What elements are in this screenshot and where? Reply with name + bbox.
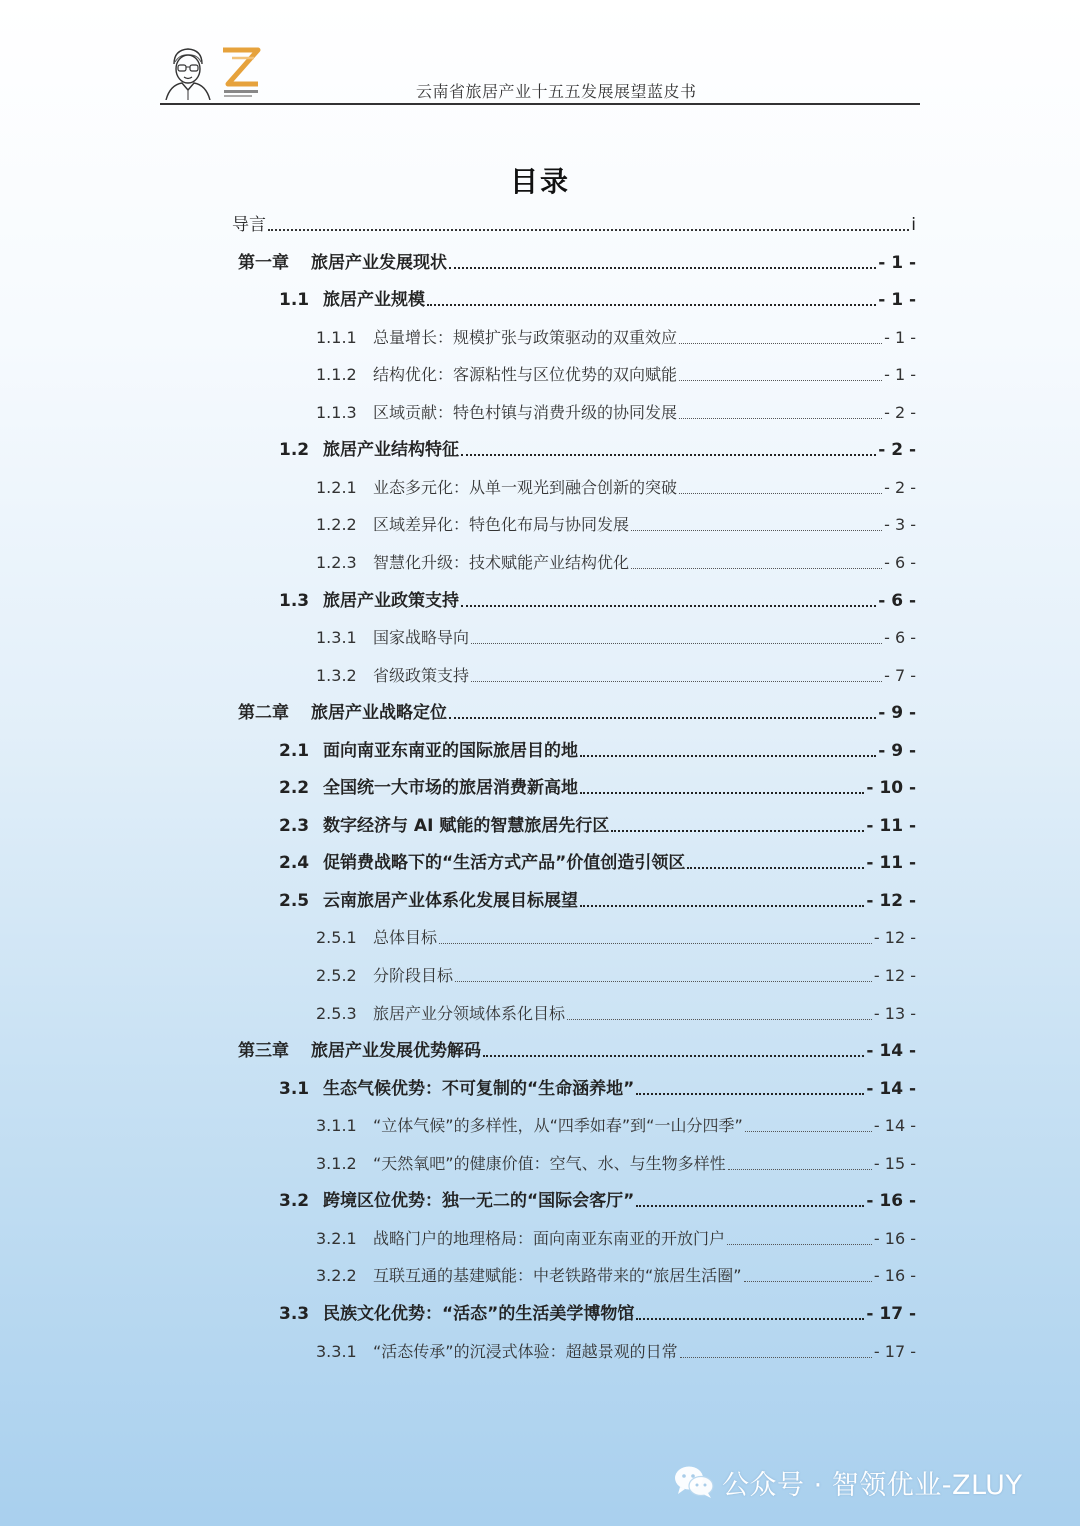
toc-subsection-entry[interactable] bbox=[316, 625, 916, 651]
toc-entry-page: - 1 - bbox=[878, 253, 916, 273]
author-portrait-icon bbox=[162, 44, 214, 100]
toc-dot-leader bbox=[471, 680, 882, 682]
toc-subsection-entry[interactable] bbox=[316, 1263, 916, 1289]
toc-entry-title: 旅居产业政策支持 bbox=[323, 591, 459, 611]
toc-dot-leader bbox=[745, 1130, 872, 1132]
toc-entry-page: - 16 - bbox=[873, 1266, 916, 1285]
toc-entry-title: 总量增长：规模扩张与政策驱动的双重效应 bbox=[373, 328, 678, 347]
toc-entry-page: - 12 - bbox=[873, 928, 916, 947]
toc-entry-page: - 14 - bbox=[873, 1116, 916, 1135]
toc-entry-page: - 1 - bbox=[884, 328, 916, 347]
toc-dot-leader bbox=[636, 1317, 864, 1320]
toc-subsection-entry[interactable] bbox=[316, 362, 916, 388]
toc-entry-page: - 11 - bbox=[866, 853, 916, 873]
toc-entry-title: 区域差异化：特色化布局与协同发展 bbox=[373, 515, 630, 534]
toc-entry-number: 1.3.1 bbox=[316, 628, 357, 647]
toc-dot-leader bbox=[679, 342, 882, 344]
toc-section-entry[interactable] bbox=[279, 1188, 916, 1214]
toc-chapter-entry[interactable] bbox=[238, 250, 916, 276]
toc-dot-leader bbox=[580, 754, 876, 757]
watermark-text: 公众号 · 智领优业-ZLUY bbox=[722, 1469, 1023, 1501]
toc-section-entry[interactable] bbox=[279, 813, 916, 839]
toc-entry-title: 分阶段目标 bbox=[373, 966, 454, 985]
toc-entry-number: 2.5.3 bbox=[316, 1004, 357, 1023]
toc-entry-number: 3.2 bbox=[279, 1191, 310, 1211]
toc-entry-page: - 1 - bbox=[878, 290, 916, 310]
toc-entry-title: 旅居产业发展优势解码 bbox=[311, 1041, 481, 1061]
toc-entry-title: “立体气候”的多样性，从“四季如春”到“一山分四季” bbox=[373, 1116, 743, 1135]
toc-entry-page: - 16 - bbox=[866, 1191, 916, 1211]
toc-dot-leader bbox=[679, 492, 882, 494]
toc-entry-page: - 13 - bbox=[873, 1004, 916, 1023]
toc-entry-title: 业态多元化：从单一观光到融合创新的突破 bbox=[373, 478, 678, 497]
toc-entry-number: 第一章 bbox=[238, 253, 289, 273]
toc-entry-number: 3.1.2 bbox=[316, 1154, 357, 1173]
toc-subsection-entry[interactable] bbox=[316, 400, 916, 426]
toc-entry-page: - 11 - bbox=[866, 816, 916, 836]
toc-section-entry[interactable] bbox=[279, 850, 916, 876]
toc-dot-leader bbox=[631, 567, 882, 569]
toc-entry-title: 促销费战略下的“生活方式产品”价值创造引领区 bbox=[323, 853, 686, 873]
toc-subsection-entry[interactable] bbox=[316, 925, 916, 951]
toc-dot-leader bbox=[679, 417, 882, 419]
toc-entry-number: 1.3.2 bbox=[316, 666, 357, 685]
toc-entry-page: - 2 - bbox=[884, 478, 916, 497]
toc-entry-page: - 6 - bbox=[884, 628, 916, 647]
brand-logo-icon bbox=[220, 44, 262, 100]
toc-entry-number: 第二章 bbox=[238, 703, 289, 723]
toc-entry-page: - 2 - bbox=[884, 403, 916, 422]
toc-entry-number: 2.4 bbox=[279, 853, 310, 873]
toc-entry-title: “天然氧吧”的健康价值：空气、水、与生物多样性 bbox=[373, 1154, 726, 1173]
header-divider bbox=[160, 103, 920, 105]
toc-dot-leader bbox=[680, 1356, 872, 1358]
toc-entry-title: 战略门户的地理格局：面向南亚东南亚的开放门户 bbox=[373, 1229, 726, 1248]
toc-section-entry[interactable] bbox=[279, 775, 916, 801]
toc-entry-title: 生态气候优势：不可复制的“生命涵养地” bbox=[323, 1079, 635, 1099]
toc-subsection-entry[interactable] bbox=[316, 1151, 916, 1177]
toc-dot-leader bbox=[728, 1168, 872, 1170]
watermark bbox=[674, 1462, 1022, 1502]
toc-subsection-entry[interactable] bbox=[316, 1339, 916, 1365]
toc-entry-page: - 6 - bbox=[884, 553, 916, 572]
toc-entry-number: 3.1 bbox=[279, 1079, 310, 1099]
toc-entry-number: 1.2.3 bbox=[316, 553, 357, 572]
toc-section-entry[interactable] bbox=[279, 437, 916, 463]
toc-entry-title: 导言 bbox=[232, 215, 266, 235]
toc-dot-leader bbox=[449, 716, 876, 719]
toc-entry-number: 1.2.2 bbox=[316, 515, 357, 534]
toc-entry-title: 总体目标 bbox=[373, 928, 438, 947]
wechat-icon bbox=[674, 1465, 714, 1499]
toc-subsection-entry[interactable] bbox=[316, 475, 916, 501]
toc-entry-page: - 10 - bbox=[866, 778, 916, 798]
page-header bbox=[160, 40, 920, 106]
toc-entry-page: - 2 - bbox=[878, 440, 916, 460]
toc-subsection-entry[interactable] bbox=[316, 1226, 916, 1252]
toc-subsection-entry[interactable] bbox=[316, 1001, 916, 1027]
toc-chapter-entry[interactable] bbox=[238, 700, 916, 726]
toc-dot-leader bbox=[268, 228, 909, 231]
toc-section-entry[interactable] bbox=[279, 888, 916, 914]
toc-entry-page: - 15 - bbox=[873, 1154, 916, 1173]
toc-entry-number: 2.5.1 bbox=[316, 928, 357, 947]
toc-entry-number: 3.3 bbox=[279, 1304, 310, 1324]
toc-entry-number: 2.3 bbox=[279, 816, 310, 836]
toc-dot-leader bbox=[687, 866, 864, 869]
toc-section-entry[interactable] bbox=[279, 287, 916, 313]
toc-dot-leader bbox=[455, 980, 872, 982]
toc-entry-number: 1.3 bbox=[279, 591, 310, 611]
toc-entry-number: 1.2 bbox=[279, 440, 310, 460]
toc-entry-page: - 14 - bbox=[866, 1041, 916, 1061]
toc-entry-number: 3.3.1 bbox=[316, 1342, 357, 1361]
toc-dot-leader bbox=[461, 453, 876, 456]
toc-entry-page: - 7 - bbox=[884, 666, 916, 685]
toc-entry-number: 1.1.1 bbox=[316, 328, 357, 347]
toc-section-entry[interactable] bbox=[279, 1301, 916, 1327]
toc-entry-title: 旅居产业战略定位 bbox=[311, 703, 447, 723]
toc-section-entry[interactable] bbox=[279, 738, 916, 764]
toc-entry-number: 2.5 bbox=[279, 891, 310, 911]
toc-entry-intro[interactable] bbox=[232, 212, 916, 238]
toc-entry-title: “活态传承”的沉浸式体验：超越景观的日常 bbox=[373, 1342, 678, 1361]
toc-dot-leader bbox=[580, 904, 864, 907]
toc-entry-number: 2.2 bbox=[279, 778, 310, 798]
toc-dot-leader bbox=[427, 303, 876, 306]
toc-entry-number: 3.2.1 bbox=[316, 1229, 357, 1248]
toc-entry-number: 1.1.3 bbox=[316, 403, 357, 422]
toc-subsection-entry[interactable] bbox=[316, 1113, 916, 1139]
toc-subsection-entry[interactable] bbox=[316, 550, 916, 576]
toc-entry-title: 旅居产业规模 bbox=[323, 290, 425, 310]
toc-entry-page: - 6 - bbox=[878, 591, 916, 611]
toc-section-entry[interactable] bbox=[279, 588, 916, 614]
toc-entry-title: 全国统一大市场的旅居消费新高地 bbox=[323, 778, 578, 798]
toc-dot-leader bbox=[471, 642, 882, 644]
toc-chapter-entry[interactable] bbox=[238, 1038, 916, 1064]
toc-entry-title: 民族文化优势：“活态”的生活美学博物馆 bbox=[323, 1304, 635, 1324]
toc-entry-page: - 9 - bbox=[878, 703, 916, 723]
toc-dot-leader bbox=[567, 1018, 872, 1020]
toc-entry-title: 区域贡献：特色村镇与消费升级的协同发展 bbox=[373, 403, 678, 422]
toc-entry-number: 1.1 bbox=[279, 290, 310, 310]
toc-entry-number: 1.1.2 bbox=[316, 365, 357, 384]
toc-entry-title: 旅居产业发展现状 bbox=[311, 253, 447, 273]
toc-dot-leader bbox=[461, 604, 876, 607]
toc-entry-page: - 9 - bbox=[878, 741, 916, 761]
toc-entry-page: - 17 - bbox=[873, 1342, 916, 1361]
toc-entry-page: - 14 - bbox=[866, 1079, 916, 1099]
toc-entry-title: 互联互通的基建赋能：中老铁路带来的“旅居生活圈” bbox=[373, 1266, 742, 1285]
toc-entry-title: 旅居产业结构特征 bbox=[323, 440, 459, 460]
toc-entry-title: 结构优化：客源粘性与区位优势的双向赋能 bbox=[373, 365, 678, 384]
toc-dot-leader bbox=[449, 266, 876, 269]
toc-entry-page: - 16 - bbox=[873, 1229, 916, 1248]
toc-dot-leader bbox=[439, 942, 872, 944]
toc-dot-leader bbox=[636, 1092, 864, 1095]
toc-subsection-entry[interactable] bbox=[316, 325, 916, 351]
toc-entry-number: 1.2.1 bbox=[316, 478, 357, 497]
toc-dot-leader bbox=[483, 1054, 864, 1057]
toc-entry-title: 跨境区位优势：独一无二的“国际会客厅” bbox=[323, 1191, 635, 1211]
toc-entry-number: 2.5.2 bbox=[316, 966, 357, 985]
toc-entry-page: - 1 - bbox=[884, 365, 916, 384]
toc-entry-title: 数字经济与 AI 赋能的智慧旅居先行区 bbox=[323, 816, 610, 836]
toc-dot-leader bbox=[611, 829, 864, 832]
toc-entry-page: - 12 - bbox=[866, 891, 916, 911]
toc-subsection-entry[interactable] bbox=[316, 663, 916, 689]
toc-dot-leader bbox=[679, 379, 882, 381]
toc-entry-title: 国家战略导向 bbox=[373, 628, 470, 647]
toc-entry-number: 3.1.1 bbox=[316, 1116, 357, 1135]
toc-entry-title: 云南旅居产业体系化发展目标展望 bbox=[323, 891, 578, 911]
toc-subsection-entry[interactable] bbox=[316, 963, 916, 989]
toc-entry-number: 第三章 bbox=[238, 1041, 289, 1061]
toc-title: 目录 bbox=[509, 165, 570, 198]
toc-dot-leader bbox=[636, 1204, 864, 1207]
toc-section-entry[interactable] bbox=[279, 1076, 916, 1102]
toc-entry-number: 3.2.2 bbox=[316, 1266, 357, 1285]
toc-dot-leader bbox=[580, 791, 864, 794]
toc-entry-page: i bbox=[911, 215, 916, 235]
toc-entry-title: 旅居产业分领域体系化目标 bbox=[373, 1004, 566, 1023]
toc-dot-leader bbox=[744, 1280, 872, 1282]
toc-entry-number: 2.1 bbox=[279, 741, 310, 761]
toc-entry-title: 省级政策支持 bbox=[373, 666, 470, 685]
toc-entry-page: - 12 - bbox=[873, 966, 916, 985]
toc-entry-title: 面向南亚东南亚的国际旅居目的地 bbox=[323, 741, 578, 761]
toc-dot-leader bbox=[727, 1243, 872, 1245]
toc-entry-page: - 3 - bbox=[884, 515, 916, 534]
running-title: 云南省旅居产业十五五发展展望蓝皮书 bbox=[416, 82, 697, 101]
toc-entry-title: 智慧化升级：技术赋能产业结构优化 bbox=[373, 553, 630, 572]
toc-entry-page: - 17 - bbox=[866, 1304, 916, 1324]
toc-subsection-entry[interactable] bbox=[316, 512, 916, 538]
toc-dot-leader bbox=[631, 529, 882, 531]
